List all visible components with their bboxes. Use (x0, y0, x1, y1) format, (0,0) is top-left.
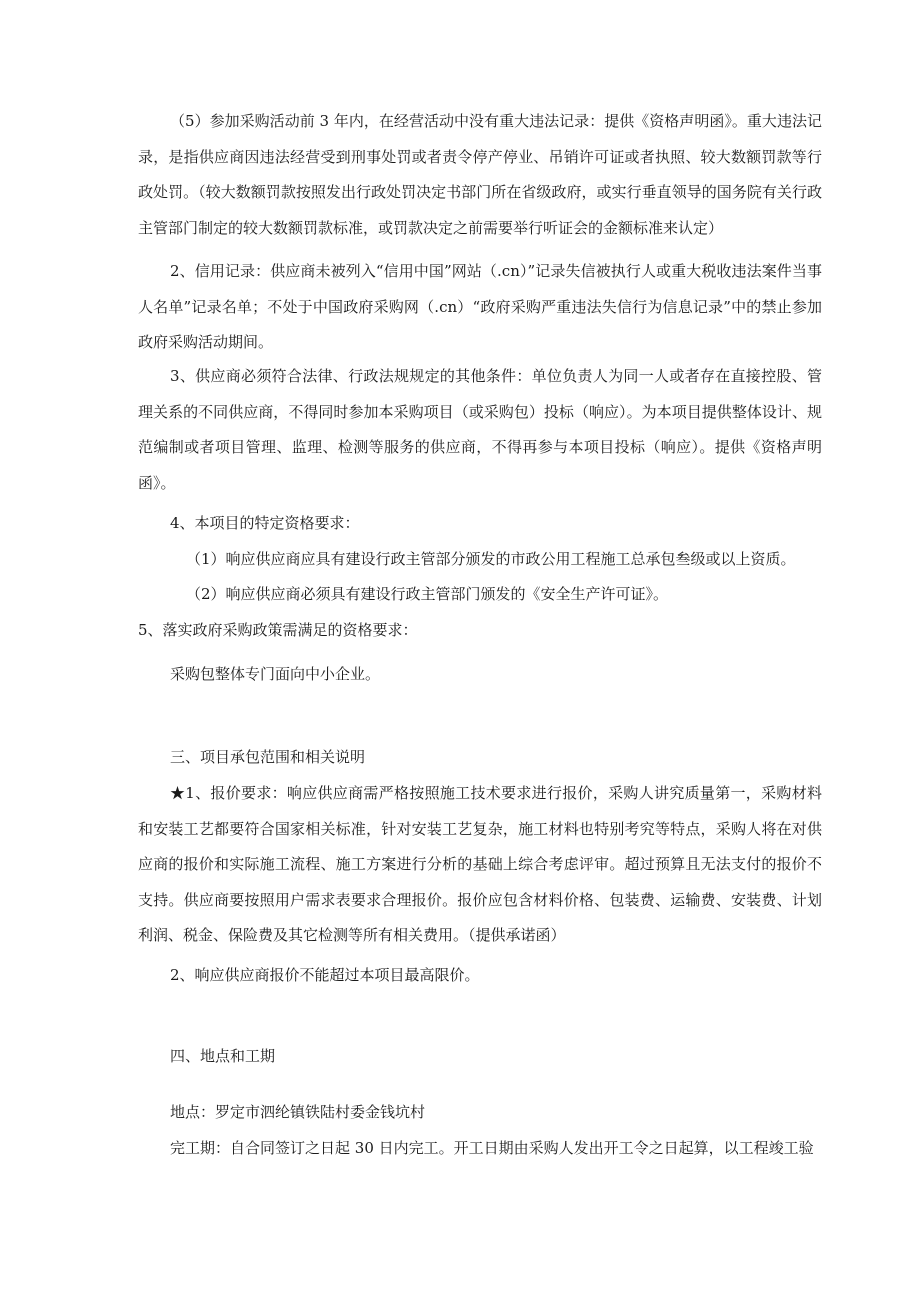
paragraph-price-limit: 2、响应供应商报价不能超过本项目最高限价。 (170, 966, 480, 984)
paragraph-item5-prior-record: （5）参加采购活动前 3 年内，在经营活动中没有重大违法记录：提供《资格声明函》。重大违法记录，是指供应商因违法经营受到刑事处罚或者责令停产停业、吊销许可证或者执照、较大数额罚款等行政处罚。（较大数额罚款按照发出行政处罚决定书部门所在省级政府，或实行垂直领导的国务院有关行政主管部门制定的较大数额罚款标准，或罚款决定之前需要举行听证会的金额标准来认定） (138, 112, 822, 237)
paragraph-pricing-requirements: ★1、报价要求：响应供应商需严格按照施工技术要求进行报价，采购人讲究质量第一，采购材料和安装工艺都要符合国家相关标准，针对安装工艺复杂，施工材料也特别考究等特点，采购人将在对供应商的报价和实际施工流程、施工方案进行分析的基础上综合考虑评审。超过预算且无法支付的报价不支持。供应商要按照用户需求表要求合理报价。报价应包含材料价格、包装费、运输费、安装费、计划利润、税金、保险费及其它检测等所有相关费用。（提供承诺函） (138, 784, 822, 944)
section-3-title: 三、项目承包范围和相关说明 (170, 748, 366, 766)
paragraph-location: 地点：罗定市泗纶镇铁陆村委金钱坑村 (170, 1103, 426, 1121)
paragraph-other-conditions: 3、供应商必须符合法律、行政法规规定的其他条件：单位负责人为同一人或者存在直接控股、管理关系的不同供应商，不得同时参加本采购项目（或采购包）投标（响应）。为本项目提供整体设计、规范编制或者项目管理、监理、检测等服务的供应商，不得再参与本项目投标（响应）。提供《资格声明函》。 (138, 367, 822, 492)
paragraph-specific-sub2: （2）响应供应商必须具有建设行政主管部门颁发的《安全生产许可证》。 (186, 585, 669, 603)
paragraph-specific-requirements: 4、本项目的特定资格要求： (170, 514, 360, 532)
paragraph-policy-requirements: 5、落实政府采购政策需满足的资格要求： (138, 621, 418, 639)
paragraph-policy-text: 采购包整体专门面向中小企业。 (170, 665, 381, 683)
section-4-title: 四、地点和工期 (170, 1047, 276, 1065)
paragraph-specific-sub1: （1）响应供应商应具有建设行政主管部分颁发的市政公用工程施工总承包叁级或以上资质。 (186, 550, 796, 568)
paragraph-credit-record: 2、信用记录：供应商未被列入“信用中国”网站（.cn）”记录失信被执行人或重大税收违法案件当事人名单”记录名单；不处于中国政府采购网（.cn）“政府采购严重违法失信行为信息记录”中的禁止参加政府采购活动期间。 (138, 262, 822, 351)
paragraph-construction-period: 完工期：自合同签订之日起 30 日内完工。开工日期由采购人发出开工令之日起算，以工程竣工验 (170, 1139, 814, 1157)
